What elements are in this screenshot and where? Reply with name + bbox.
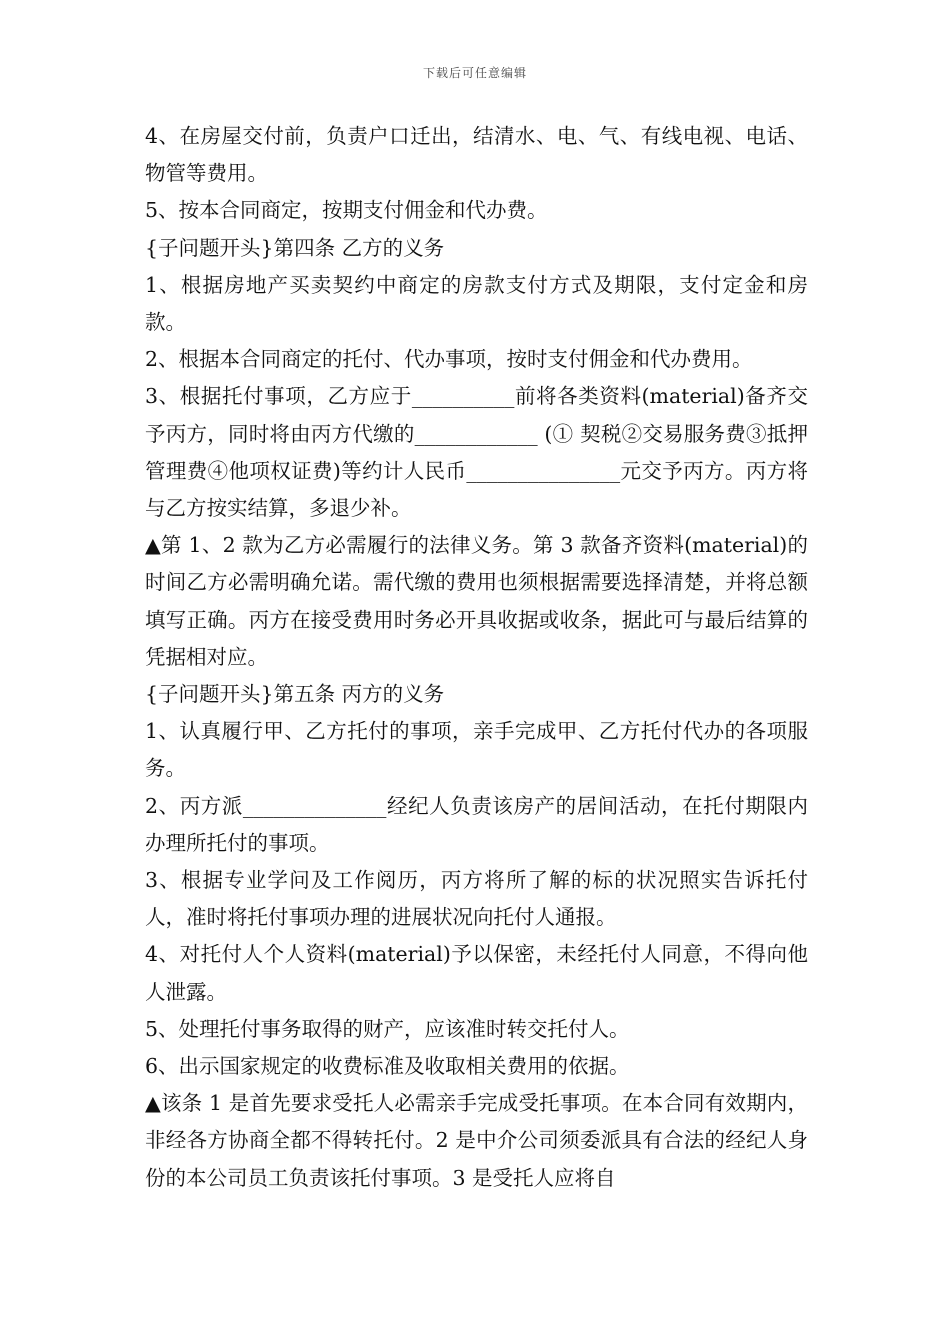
clause-item: 3、根据专业学问及工作阅历，丙方将所了解的标的状况照实告诉托付人，准时将托付事项办理的进展状况向托付人通报。 <box>145 868 808 930</box>
clause-item: 5、按本合同商定，按期支付佣金和代办费。 <box>145 198 548 223</box>
clause-item: 5、处理托付事务取得的财产，应该准时转交托付人。 <box>145 1016 630 1041</box>
section-heading: {子问题开头}第五条 丙方的义务 <box>145 682 445 707</box>
section-heading: {子问题开头}第四条 乙方的义务 <box>145 235 445 260</box>
clause-note: ▲第 1、2 款为乙方必需履行的法律义务。第 3 款备齐资料(material)的时间乙方必需明确允诺。需代缴的费用也须根据需要选择清楚，并将总额填写正确。丙方在接受费用时务必开具收据或收条，据此可与最后结算的凭据相对应。 <box>145 533 808 669</box>
clause-item: 2、根据本合同商定的托付、代办事项，按时支付佣金和代办费用。 <box>145 347 753 372</box>
clause-item: 3、根据托付事项，乙方应于__________前将各类资料(material)备齐交予丙方，同时将由丙方代缴的____________ (① 契税②交易服务费③抵押管理费④他项权证费)等约计人民币_______________元交予丙方。丙方将与乙方按实结算，多退少补。 <box>145 384 808 521</box>
clause-item: 6、出示国家规定的收费标准及收取相关费用的依据。 <box>145 1054 630 1079</box>
page-header: 下载后可任意编辑 <box>422 66 527 80</box>
clause-item: 4、对托付人个人资料(material)予以保密，未经托付人同意，不得向他人泄露。 <box>145 942 808 1004</box>
document-body <box>145 118 808 1197</box>
clause-item: 2、丙方派______________经纪人负责该房产的居间活动，在托付期限内办理所托付的事项。 <box>145 793 808 855</box>
clause-note: ▲该条 1 是首先要求受托人必需亲手完成受托事项。在本合同有效期内，非经各方协商全都不得转托付。2 是中介公司须委派具有合法的经纪人身份的本公司员工负责该托付事项。3 是受托人应将自 <box>145 1091 808 1190</box>
clause-item: 4、在房屋交付前，负责户口迁出，结清水、电、气、有线电视、电话、物管等费用。 <box>145 124 808 186</box>
clause-item: 1、认真履行甲、乙方托付的事项，亲手完成甲、乙方托付代办的各项服务。 <box>145 719 808 781</box>
clause-item: 1、根据房地产买卖契约中商定的房款支付方式及期限，支付定金和房款。 <box>145 272 808 335</box>
